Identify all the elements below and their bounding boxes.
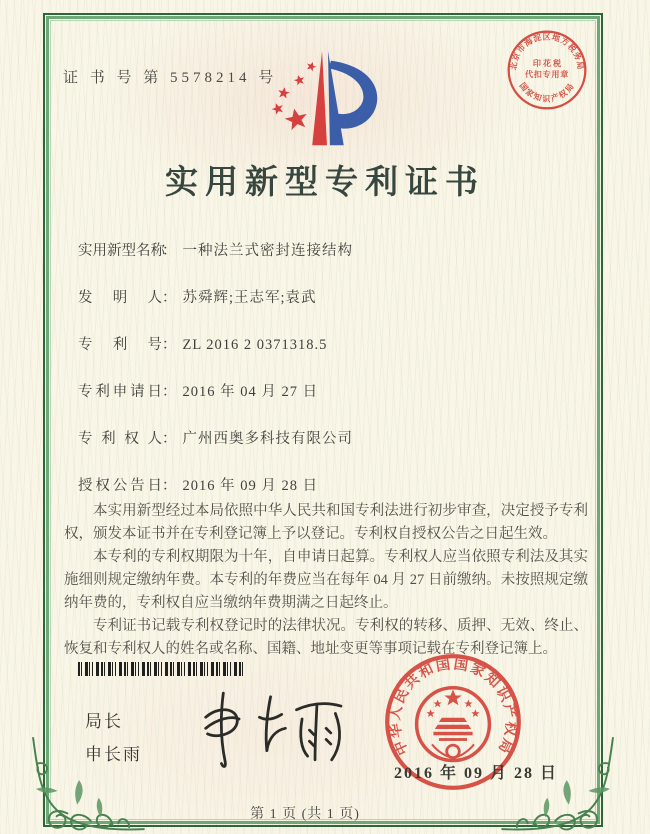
field-value: ZL 2016 2 0371318.5 [182, 337, 328, 353]
field-label: 专利号 [78, 337, 162, 353]
corner-ornament-left-icon [28, 736, 146, 834]
commissioner-signature [180, 682, 350, 770]
tax-stamp-center-line1: 印 花 税 [532, 59, 562, 69]
certificate-title: 实用新型专利证书 [165, 165, 485, 201]
cnipa-logo-icon [266, 46, 384, 154]
field-label: 授权公告日 [78, 478, 162, 494]
legal-text-block [64, 500, 588, 661]
issue-date: 2016 年 09 月 28 日 [394, 765, 559, 782]
legal-paragraph-3: 专利证书记载专利权登记时的法律状况。专利权的转移、质押、无效、终止、恢复和专利权人的姓名或名称、国籍、地址变更等事项记载在专利登记簿上。 [64, 618, 588, 657]
barcode [78, 662, 246, 676]
national-emblem-icon [417, 688, 490, 761]
tax-stamp-arc-top-text: 北京市海淀区地方税务局 [509, 32, 585, 71]
field-label: 专利权人 [78, 431, 162, 447]
field-label: 专利申请日 [78, 384, 162, 400]
tax-stamp-arc-bottom-text: 国家知识产权局 [517, 80, 577, 104]
field-colon: ： [162, 431, 177, 447]
legal-paragraph-2: 本专利的专利权期限为十年，自申请日起算。专利权人应当依照专利法及其实施细则规定缴纳年费。本专利的年费应当在每年 04 月 27 日前缴纳。未按照规定缴纳年费的，专利权自应当缴纳年费期满之日起终止。 [64, 549, 588, 611]
logo-stars [270, 60, 317, 131]
legal-paragraph-1: 本实用新型经过本局依照中华人民共和国专利法进行初步审查，决定授予专利权，颁发本证书并在专利登记簿上予以登记。专利权自授权公告之日起生效。 [64, 503, 588, 542]
field-patentee [78, 429, 570, 449]
field-value: 2016 年 04 月 27 日 [182, 384, 319, 400]
field-colon: ： [162, 384, 177, 400]
field-grant-date [78, 476, 570, 496]
field-value: 广州西奥多科技有限公司 [182, 431, 353, 447]
field-colon: ： [162, 290, 177, 306]
svg-text:中华人民共和国国家知识产权局 [385, 654, 520, 757]
field-application-date [78, 382, 570, 402]
commissioner-name: 申长雨 [85, 745, 142, 764]
logo-blue-bowl [329, 61, 377, 129]
field-colon: ： [162, 337, 177, 353]
logo-red-wedge [312, 51, 327, 145]
certificate-number: 证 书 号 第 5578214 号 [63, 70, 278, 86]
field-colon: ： [162, 243, 177, 259]
field-colon: ： [162, 478, 177, 494]
tax-stamp-center-line2: 代扣专用章 [524, 69, 570, 79]
stamp-duty-seal [501, 24, 593, 116]
certificate-fields [78, 241, 570, 523]
field-value: 2016 年 09 月 28 日 [182, 478, 319, 494]
seal-ring-text: 中华人民共和国国家知识产权局 [387, 656, 519, 758]
commissioner-title: 局长 [85, 712, 123, 731]
field-utility-model-name [78, 241, 570, 261]
field-label: 实用新型名称 [78, 243, 165, 259]
field-patent-number [78, 335, 570, 355]
field-inventors [78, 288, 570, 308]
field-value: 一种法兰式密封连接结构 [182, 243, 353, 259]
field-value: 苏舜辉;王志军;袁武 [182, 290, 317, 306]
svg-text:国家知识产权局 [518, 80, 577, 103]
page-footer: 第 1 页 (共 1 页) [250, 807, 360, 822]
field-label: 发明人 [78, 290, 162, 306]
